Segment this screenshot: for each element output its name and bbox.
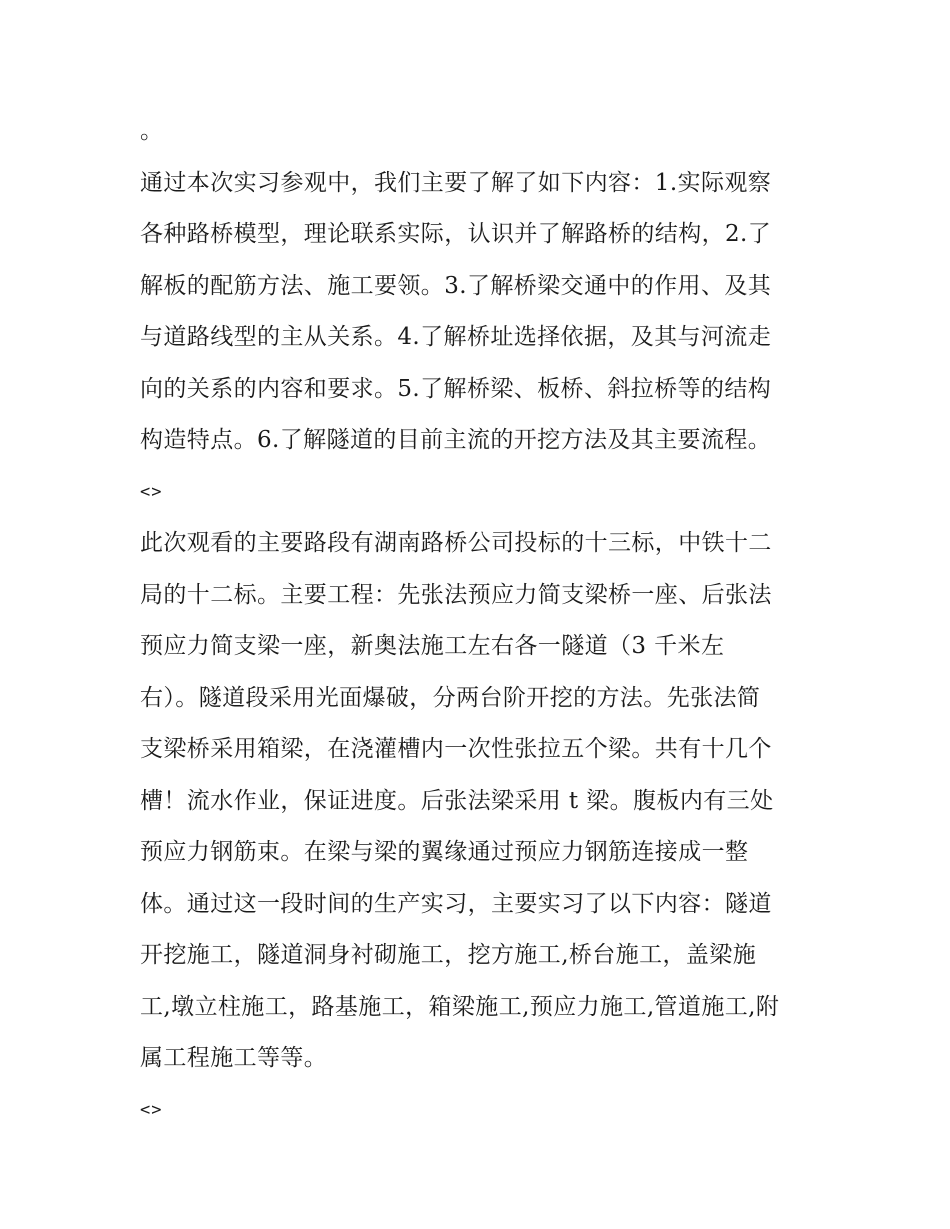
text-line: 槽！流水作业，保证进度。后张法梁采用 t 梁。腹板内有三处 — [140, 787, 774, 814]
text-line: 各种路桥模型，理论联系实际，认识并了解路桥的结构，2.了 — [140, 221, 772, 247]
text-line: 支梁桥采用箱梁，在浇灌槽内一次性张拉五个梁。共有十几个 — [140, 736, 772, 762]
text-line: 向的关系的内容和要求。5.了解桥梁、板桥、斜拉桥等的结构 — [140, 375, 772, 402]
paragraph-marker: <> — [140, 1099, 163, 1120]
text-line: 预应力简支梁一座，新奥法施工左右各一隧道（3 千米左 — [140, 633, 725, 659]
text-line: 属工程施工等等。 — [140, 1045, 328, 1071]
text-line: 局的十二标。主要工程：先张法预应力简支梁桥一座、后张法 — [140, 581, 772, 608]
text-line: 体。通过这一段时间的生产实习，主要实习了以下内容：隧道 — [140, 890, 772, 917]
text-line: 预应力钢筋束。在梁与梁的翼缘通过预应力钢筋连接成一整 — [140, 839, 749, 865]
text-line-fragment: 。 — [140, 118, 164, 144]
text-line: 此次观看的主要路段有湖南路桥公司投标的十三标，中铁十二 — [140, 530, 772, 556]
text-line: 右）。隧道段采用光面爆破，分两台阶开挖的方法。先张法简 — [140, 684, 761, 711]
text-line: 工,墩立柱施工，路基施工，箱梁施工,预应力施工,管道施工,附 — [140, 993, 780, 1020]
text-line: 开挖施工，隧道洞身衬砌施工，挖方施工,桥台施工，盖梁施 — [140, 942, 757, 968]
paragraph-marker: <> — [140, 481, 163, 502]
document-page — [140, 106, 820, 1136]
text-line: 与道路线型的主从关系。4.了解桥址选择依据，及其与河流走 — [140, 324, 772, 350]
text-line: 通过本次实习参观中，我们主要了解了如下内容：1.实际观察 — [140, 169, 772, 196]
text-line: 构造特点。6.了解隧道的目前主流的开挖方法及其主要流程。 — [140, 427, 772, 453]
text-line: 解板的配筋方法、施工要领。3.了解桥梁交通中的作用、及其 — [140, 272, 772, 299]
